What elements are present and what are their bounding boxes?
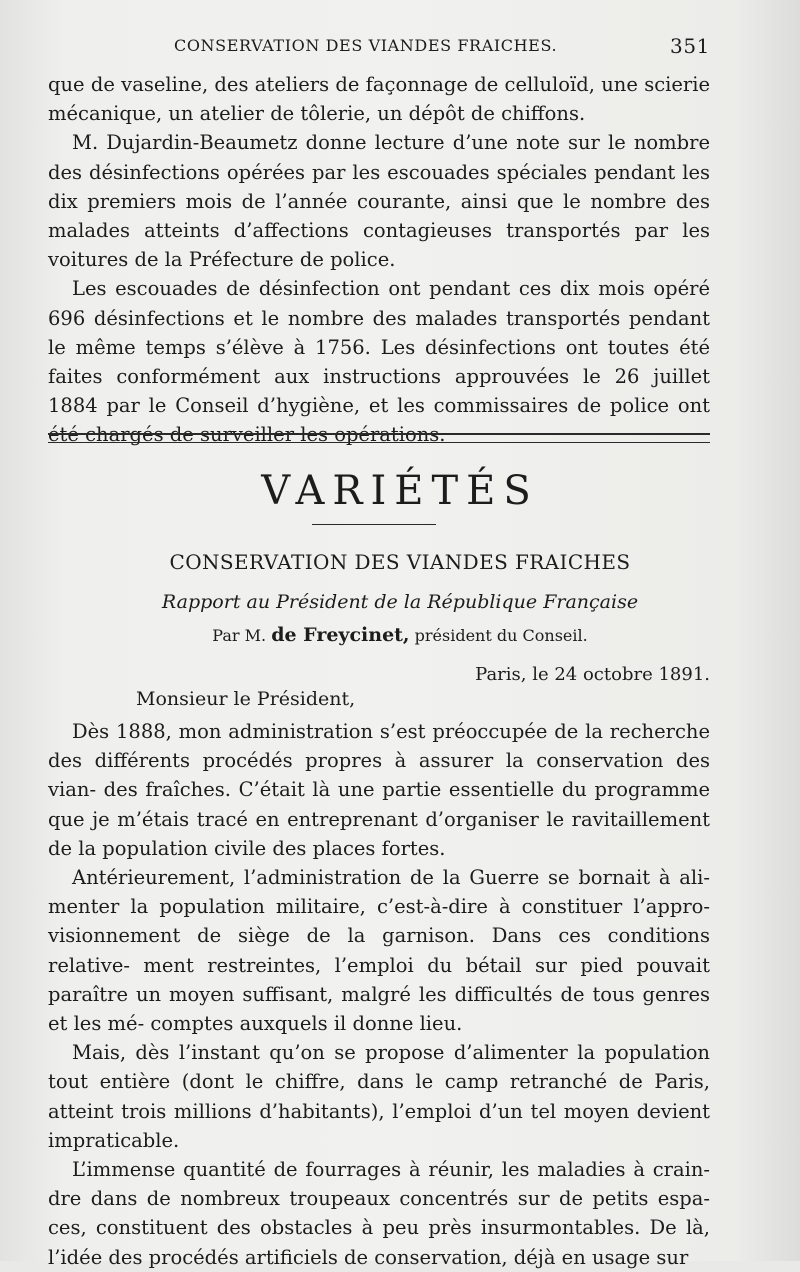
- text-line: Mais, dès l’instant qu’on se propose d’alimenter la population: [72, 1041, 710, 1065]
- text-line: moyen suffisant, malgré les difficultés de tous genres et les mé-: [48, 982, 711, 1036]
- text-line: dix premiers mois de l’année courante, ainsi que le nombre des: [48, 189, 710, 213]
- text-line: dre dans de nombreux troupeaux concentrés sur de petits espa-: [48, 1187, 710, 1211]
- paragraph: [48, 274, 710, 449]
- paragraph: [48, 70, 710, 128]
- article-title: CONSERVATION DES VIANDES FRAICHES: [169, 550, 631, 574]
- salutation: Monsieur le Président,: [136, 688, 356, 710]
- text-line: des différents procédés propres à assurer la conservation des vian-: [48, 749, 710, 802]
- letter-text-block: [48, 717, 710, 1272]
- running-head: [48, 34, 710, 64]
- page-number: 351: [670, 34, 710, 58]
- text-line: L’immense quantité de fourrages à réunir, les maladies à crain-: [72, 1158, 710, 1182]
- text-line: menter la population militaire, c’est-à-dire à constituer l’appro-: [48, 895, 710, 919]
- byline: [0, 624, 800, 646]
- author-title: président du Conseil.: [414, 626, 588, 645]
- text-line: comptes auxquels il donne lieu.: [150, 1012, 463, 1036]
- text-line: scierie mécanique, un atelier de tôlerie, un dépôt de chiffons.: [48, 73, 710, 126]
- text-line: ces, constituent des obstacles à peu près insurmontables. De là,: [48, 1216, 710, 1240]
- byline-prefix: Par M.: [212, 626, 267, 645]
- text-line: Les escouades de désinfection ont pendant ces dix mois opéré: [72, 277, 710, 301]
- text-line: impraticable.: [48, 1128, 180, 1152]
- text-line: que de vaseline, des ateliers de façonnage de celluloïd, une: [48, 73, 638, 96]
- text-line: des désinfections opérées par les escouades spéciales pendant les: [48, 160, 710, 184]
- text-line: M. Dujardin-Beaumetz donne lecture d’une note sur le nombre: [72, 131, 710, 155]
- text-line: tout entière (dont le chiffre, dans le camp retranché de Paris,: [48, 1070, 710, 1094]
- section-divider: [48, 433, 710, 443]
- dateline: Paris, le 24 octobre 1891.: [475, 664, 710, 685]
- text-line: visionnement de siège de la garnison. Dans ces conditions relative-: [48, 924, 710, 977]
- paragraph: [48, 863, 710, 1038]
- text-line: la population civile des places fortes.: [78, 836, 446, 860]
- text-line: malades atteints d’affections contagieuses transportés par les: [48, 219, 710, 243]
- author-name: de Freycinet,: [271, 624, 410, 646]
- text-line: Dès 1888, mon administration s’est préoccupée de la recherche: [72, 720, 710, 743]
- continued-text-block: [48, 70, 710, 450]
- text-line: ment restreintes, l’emploi du bétail sur pied pouvait paraître un: [48, 953, 711, 1006]
- text-line: 696 désinfections et le nombre des malades transportés pendant: [48, 306, 710, 330]
- section-title: VARIÉTÉS: [261, 468, 539, 514]
- paragraph: [48, 1155, 710, 1272]
- text-line: le même temps s’élève à 1756. Les désinfections ont toutes été: [48, 335, 710, 359]
- text-line: faites conformément aux instructions approuvées le 26 juillet 1884: [48, 365, 710, 418]
- text-line: des fraîches. C’était là une partie essentielle du programme que: [48, 778, 710, 831]
- title-underline: [312, 524, 436, 525]
- text-line: par le Conseil d’hygiène, et les commissaires de police ont été: [48, 394, 710, 447]
- article-subtitle: Rapport au Président de la République Française: [161, 591, 639, 613]
- text-line: l’idée des procédés artificiels de conservation, déjà en usage sur: [48, 1245, 689, 1269]
- text-line: chargés de surveiller les opérations.: [85, 423, 446, 447]
- text-line: je m’étais tracé en entreprenant d’organiser le ravitaillement de: [48, 807, 710, 860]
- paragraph: [48, 128, 710, 274]
- text-line: atteint trois millions d’habitants), l’emploi d’un tel moyen devient: [48, 1099, 710, 1123]
- paragraph: [48, 1038, 710, 1155]
- running-title: CONSERVATION DES VIANDES FRAICHES.: [174, 36, 558, 55]
- text-line: Antérieurement, l’administration de la Guerre se bornait à ali-: [72, 866, 710, 890]
- paragraph: [48, 717, 710, 863]
- text-line: voitures de la Préfecture de police.: [48, 248, 396, 272]
